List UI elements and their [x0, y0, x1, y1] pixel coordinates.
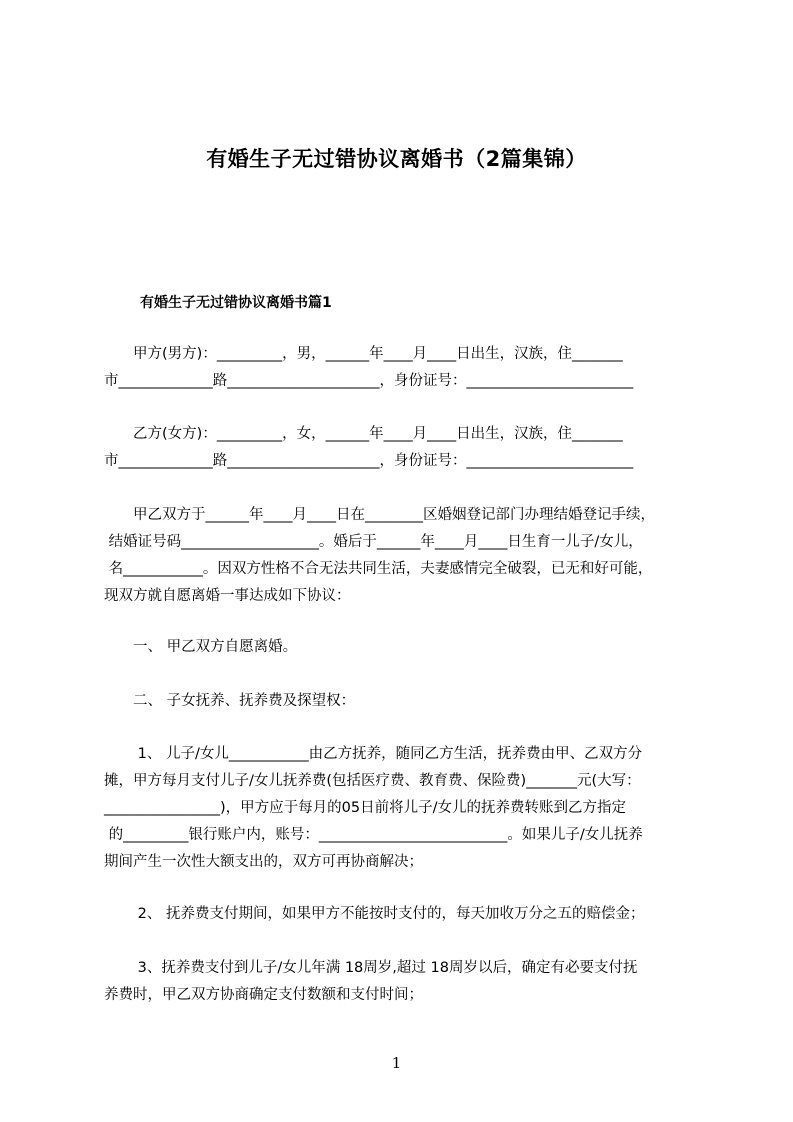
page-number: 1 [391, 1054, 402, 1072]
clause-two-item-1: 1、 儿子/女儿___________由乙方抚养，随同乙方生活，抚养费由甲、乙双方分 摊，甲方每月支付儿子/女儿抚养费(包括医疗费、教育费、保险费)_______元(大写： ________________)，甲方应于每月的05日前将儿子/女儿的抚养费转账到乙方指定 的_________银行账户内，账号：__________________________。如果儿子/女儿抚养 期间产生一次性大额支出的，双方可再协商解决； [104, 746, 643, 870]
clause-one: 一、 甲乙双方自愿离婚。 [104, 639, 298, 655]
clause-two-item-2: 2、 抚养费支付期间，如果甲方不能按时支付的，每天加收万分之五的赔偿金； [104, 906, 645, 922]
document-title: 有婚生子无过错协议离婚书（2篇集锦） [206, 147, 587, 171]
marriage-info-paragraph: 甲乙双方于______年____月____日在________区婚姻登记部门办理结婚登记手续， 结婚证号码___________________。婚后于______年____月____日生育一儿子/女儿， 名___________。因双方性格不合无法共同生活，夫妻感情完全破裂，已无和好可能， 现双方就自愿离婚一事达成如下协议： [104, 507, 655, 604]
section-title: 有婚生子无过错协议离婚书篇1 [140, 295, 332, 311]
party-b-paragraph: 乙方(女方)：_________，女，______年____月____日出生，汉族，住_______ 市_____________路_____________________，身份证号：_______________________ [104, 426, 634, 469]
clause-two: 二、 子女抚养、抚养费及探望权： [104, 693, 356, 709]
party-a-paragraph: 甲方(男方)：_________，男，______年____月____日出生，汉族，住_______ 市_____________路_____________________，身份证号：_______________________ [104, 346, 634, 389]
clause-two-item-3: 3、抚养费支付到儿子/女儿年满 18周岁,超过 18周岁以后，确定有必要支付抚 养费时，甲乙双方协商确定支付数额和支付时间； [104, 960, 638, 1003]
